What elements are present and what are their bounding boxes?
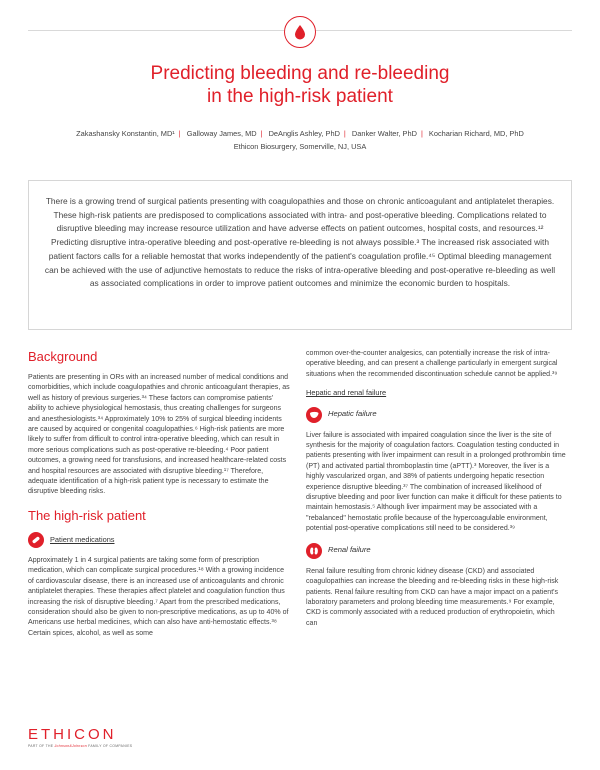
separator: | [420, 129, 423, 138]
blood-drop-icon [285, 17, 315, 47]
tagline-jj: Johnson&Johnson [54, 744, 87, 748]
separator: | [343, 129, 346, 138]
left-column [28, 349, 290, 647]
continued-paragraph: common over-the-counter analgesics, can potentially increase the risk of intra-operative bleeding, and can present a challenge particularly in emergent surgical situations when the recommended discontinuation schedule cannot be applied.³⁹ [306, 350, 558, 378]
hepatic-paragraph: Liver failure is associated with impaired coagulation since the liver is the site of synthesis for the majority of coagulation factors. Coagulation testing conducted in patients presenting with liver impairment can result in a prolonged prothrombin time (PT) and activated partial thromboplastin time (aPTT).³ Moreover, the liver is a highly vascularized organ, and 38% of patients undergoing hepatic resection experience disruptive bleeding.³⁷ The combination of increased likelihood of disruptive bleeding and poor liver function can make it difficult for these patients to maintain hemostasis.⁵ Although liver impairment may be associated with a "rebalanced" hemostatic profile because of the hypercoagulable environment, potential post-operative complications still need to be considered.³⁹ [306, 431, 566, 533]
page-title [40, 62, 560, 108]
author: Danker Walter, PhD [351, 129, 417, 138]
background-heading: Background [28, 349, 98, 364]
author-list [40, 127, 560, 140]
author: Galloway James, MD [186, 129, 257, 138]
separator: | [178, 129, 181, 138]
author: DeAnglis Ashley, PhD [268, 129, 340, 138]
author-block [40, 127, 560, 153]
abstract-text: There is a growing trend of surgical patients presenting with coagulopathies and those on chronic anticoagulant and antiplatelet therapies. These high-risk patients are predisposed to complications associated with intra- and post-operative bleeding. Complications related to disruptive bleeding may increase resource utilization and have adverse effects on patient outcomes, hospital costs, and resources.¹² Predicting disruptive intra-operative bleeding and post-operative re-bleeding is not always possible.³ The increased risk associated with patient factors calls for a reliable hemostat that works independently of the patient's coagulation profile.⁴⁵ Optimal bleeding management can be achieved with the use of adjunctive hemostats to reduce the risks of intra-operative bleeding and post-operative re-bleeding as well as associated complications in order to improve patient outcomes and minimize the economic burden to hospitals. [44, 196, 556, 289]
author: Zakashansky Konstantin, MD¹ [76, 129, 175, 138]
title-line-2: in the high-risk patient [207, 86, 393, 107]
hepatic-failure-subheading [306, 407, 568, 423]
medications-paragraph: Approximately 1 in 4 surgical patients are taking some form of prescription medication, which can complicate surgical procedures.¹⁸ With a growing incidence of cardiovascular disease, there is an increased use of anticoagulants and chronic antiplatelet therapies. These therapies affect platelet and coagulation function thus increasing the risk of disruptive bleeding.⁷ Apart from the prescribed medications, consideration should also be given to non-prescriptive medications, as up to 40% of Americans use herbal medicines, which can also have anti-hemostatic effects.³⁸ Certain spices, alcohol, as well as some [28, 556, 289, 637]
pill-icon [28, 532, 44, 548]
brand-name: ETHICON [28, 726, 117, 743]
tagline-prefix: PART OF THE [28, 744, 55, 748]
blood-drop-badge [284, 16, 316, 48]
author: Kocharian Richard, MD, PhD [428, 129, 524, 138]
affiliation: Ethicon Biosurgery, Somerville, NJ, USA [233, 142, 367, 151]
liver-icon [306, 407, 322, 423]
hepatic-renal-subheading: Hepatic and renal failure [306, 388, 387, 398]
hepatic-failure-label: Hepatic failure [328, 409, 377, 419]
renal-failure-label: Renal failure [328, 545, 371, 555]
kidney-icon [306, 543, 322, 559]
high-risk-heading: The high-risk patient [28, 507, 146, 523]
patient-medications-label: Patient medications [50, 534, 115, 544]
separator: | [260, 129, 263, 138]
tagline-suffix: FAMILY OF COMPANIES [86, 744, 133, 748]
renal-paragraph: Renal failure resulting from chronic kidney disease (CKD) and associated coagulopathies can increase the bleeding and re-bleeding risks in these high-risk patients. Renal failure resulting from CKD can have a major impact on a patient's laboratory parameters and prolong bleeding time measurements.⁹ For example, CKD is commonly associated with a reduced production of erythropoietin, which can [306, 567, 559, 627]
ethicon-logo [28, 726, 132, 748]
brand-tagline [28, 744, 132, 748]
patient-medications-subheading [28, 532, 290, 548]
title-line-1: Predicting bleeding and re-bleeding [150, 63, 450, 84]
right-column [306, 349, 568, 637]
renal-failure-subheading [306, 543, 568, 559]
abstract-box [28, 180, 572, 330]
background-paragraph: Patients are presenting in ORs with an increased number of medical conditions and comorbidities, which include coagulopathies and chronic anticoagulant therapies, as well as history of previous surgeries.³⁴ These factors can compromise patients' ability to achieve physiological hemostasis, thus creating challenges for surgeons and anesthesiologists.³⁴ Approximately 10% to 25% of surgical bleeding incidents are caused by acquired or congenital coagulopathies.⁶ High-risk patients are more likely to suffer from difficult to control intra-operative bleeding, which can result in more serious complications such as post-operative re-bleeding.⁴ Poor patient outcomes, a growing need for transfusions, and increased healthcare-related costs and hospital resources are associated with disruptive bleeding.¹⁷ Therefore, adequate identification of a high-risk patient type is necessary to estimate the disruptive bleeding risks. [28, 374, 290, 496]
